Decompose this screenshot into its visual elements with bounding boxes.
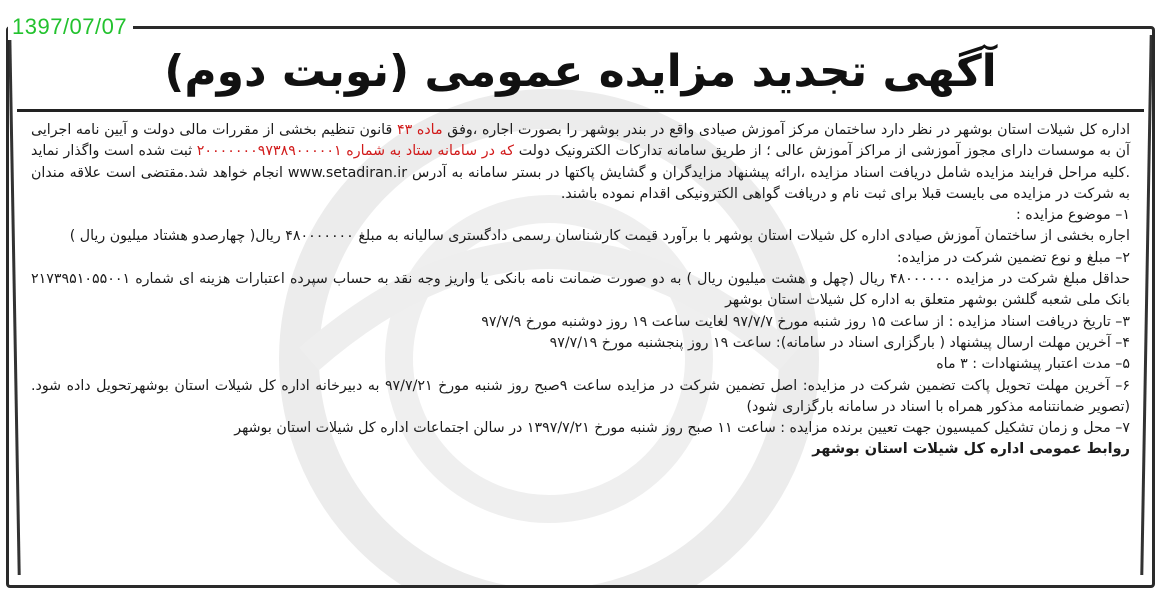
notice-title: آگهی تجدید مزایده عمومی (نوبت دوم) bbox=[164, 46, 997, 97]
list-item: ۷– محل و زمان تشکیل کمیسیون جهت تعیین برنده مزایده : ساعت ۱۱ صبح روز شنبه مورخ ۱۳۹۷/۷/۲۱ در سالن اجتماعات اداره کل شیلات استان بوشهر bbox=[234, 420, 1130, 437]
notice-body bbox=[9, 112, 1152, 461]
intro-part-3: ثبت شده است واگذار نماید .کلیه مراحل فرایند مزایده شامل دریافت اسناد مزایده ،ارائه پیشنهاد مزایدگران و گشایش پاکتها در بستر سامانه به آدرس www.setadiran.ir انجام خواهد شد.مقتضی است علاقه مندان به شرکت در مزایده می بایست قبلا برای ثبت نام و دریافت گواهی الکترونیکی اقدام نموده باشند. bbox=[31, 143, 1131, 202]
signature: روابط عمومی اداره کل شیلات استان بوشهر bbox=[812, 441, 1130, 458]
list-item: ۳– تاریخ دریافت اسناد مزایده : از ساعت ۱۵ روز شنبه مورخ ۹۷/۷/۷ لغایت ساعت ۱۹ روز دوشنبه مورخ ۹۷/۷/۹ bbox=[481, 313, 1130, 330]
intro-part-1: اداره کل شیلات استان بوشهر در نظر دارد ساختمان مرکز آموزش صیادی واقع در بندر بوشهر را بصورت اجاره ،وفق bbox=[442, 122, 1131, 138]
notice-frame bbox=[6, 26, 1155, 588]
list-item: ۵– مدت اعتبار پیشنهادات : ۳ ماه bbox=[936, 356, 1130, 373]
list-item: اجاره بخشی از ساختمان آموزش صیادی اداره کل شیلات استان بوشهر با برآورد قیمت کارشناسان رسمی دادگستری سالیانه به مبلغ ۴۸۰۰۰۰۰۰۰ ریال( چهارصدو هشتاد میلیون ریال ) bbox=[69, 228, 1130, 245]
list-item: ۲– مبلغ و نوع تضمین شرکت در مزایده: bbox=[896, 249, 1130, 266]
intro-paragraph bbox=[31, 120, 1130, 205]
intro-in-system: که در سامانه ستاد به شماره ۲۰۰۰۰۰۰۰۹۷۳۸۹۰۰۰۰۰۱ bbox=[196, 143, 515, 160]
intro-article: ماده ۴۳ bbox=[396, 122, 443, 138]
list-item: حداقل مبلغ شرکت در مزایده ۴۸۰۰۰۰۰۰ ریال (چهل و هشت میلیون ریال ) به دو صورت ضمانت نامه بانکی یا واریز وجه نقد به حساب سپرده اعتبارات هزینه ای شماره ۲۱۷۳۹۵۱۰۵۵۰۰۱ بانک ملی شعبه گلشن بوشهر متعلق به اداره کل شیلات استان بوشهر bbox=[31, 271, 1130, 309]
date-stamp: 1397/07/07 bbox=[8, 14, 133, 40]
list-item: ۴– آخرین مهلت ارسال پیشنهاد ( بارگزاری اسناد در سامانه): ساعت ۱۹ روز پنجشنبه مورخ ۹۷/۷/۱۹ bbox=[549, 334, 1130, 351]
list-item: ۱– موضوع مزایده : bbox=[1016, 207, 1130, 224]
list-item: ۶– آخرین مهلت تحویل پاکت تضمین شرکت در مزایده: اصل تضمین شرکت در مزایده ساعت ۹صبح روز شنبه مورخ ۹۷/۷/۲۱ به دبیرخانه اداره کل شیلات استان بوشهرتحویل داده شود.(تصویر ضمانتنامه مذکور همراه با اسناد در سامانه بارگزاری شود) bbox=[31, 377, 1130, 415]
intro-part-2: قانون تنظیم بخشی از مقررات مالی دولت و آیین نامه اجرایی آن به موسسات دارای مجوز آموزشی از مراکز آموزش عالی ؛ از طریق سامانه تدارکات الکترونیک دولت bbox=[31, 122, 1130, 160]
